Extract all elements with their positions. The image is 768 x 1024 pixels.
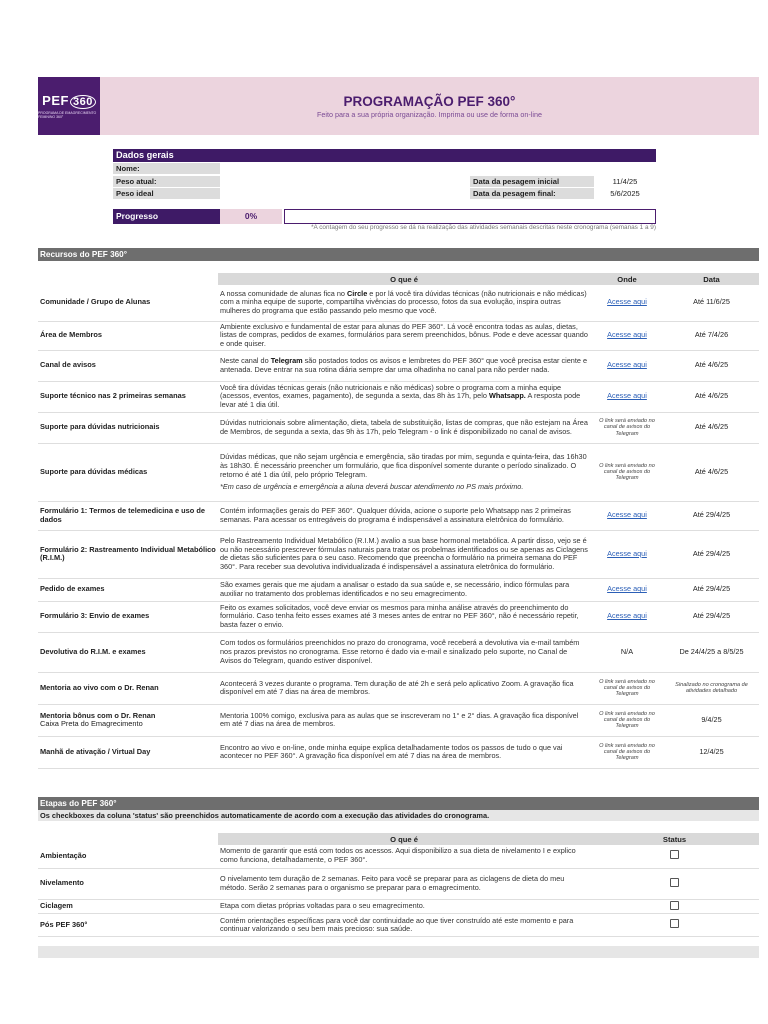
description-text: São exames gerais que me ajudam a analisar o estado da sua saúde e, se necessário, indico fórmulas para auxiliar no tratamento dos problemas identificados e no seu emagrecimento. <box>220 580 570 598</box>
recursos-header-row <box>38 273 759 285</box>
acesse-aqui-link[interactable]: Acesse aqui <box>607 391 647 401</box>
progress-percent: 0% <box>220 209 282 224</box>
resource-name-cell <box>38 412 218 443</box>
description-bold: Telegram <box>270 356 303 366</box>
nome-row <box>113 163 656 175</box>
resource-date: Até 29/4/25 <box>692 584 731 594</box>
resource-name: Manhã de ativação / Virtual Day <box>40 746 151 756</box>
peso-atual-row <box>113 176 656 188</box>
stage-description-cell <box>218 868 590 899</box>
resource-description-cell <box>218 381 590 412</box>
pesagem-final-label: Data da pesagem final: <box>470 188 594 199</box>
resource-name-cell <box>38 736 218 768</box>
recursos-col-oque: O que é <box>218 273 590 285</box>
description-text: Mentoria 100% comigo, exclusiva para as aulas que se inscreveram no 1° e 2° dias. A gravação fica disponível em até 7 dias na área de membros. <box>220 710 579 729</box>
stage-status-cell <box>590 914 759 937</box>
resource-description-cell <box>218 501 590 530</box>
table-row <box>38 285 759 321</box>
table-row <box>38 736 759 768</box>
description-text: Ambiente exclusivo e fundamental de estar para alunas do PEF 360°. Lá você encontra todas as aulas, dietas, listas de compras, pedidos de exames, formulários para serem preenchidos, bônus. Pode e deve acessar quando e onde quiser. <box>220 321 588 349</box>
stage-name: Pós PEF 360° <box>40 919 88 929</box>
resource-name: Devolutiva do R.I.M. e exames <box>40 646 146 656</box>
description-text: Encontro ao vivo e on-line, onde minha equipe explica detalhadamente todos os passos de tudo o que vai acontecer no PEF 360°. A gravação fica disponível em até 7 dias na área de membros. <box>220 742 563 761</box>
description-text: Acontecerá 3 vezes durante o programa. Tem duração de até 2h e será pelo aplicativo Zoom. A gravação fica disponível em até 7 dias na área de membros. <box>220 678 574 697</box>
resource-name: Mentoria bônus com o Dr. Renan <box>40 710 156 720</box>
resource-date: Sinalizado no cronograma de atividades detalhado <box>675 681 748 695</box>
status-checkbox[interactable] <box>670 919 679 928</box>
stage-description-cell <box>218 914 590 937</box>
resource-description-cell <box>218 412 590 443</box>
where-note: O link será enviado no canal de avisos do Telegram <box>599 742 655 762</box>
resource-date-cell <box>664 412 759 443</box>
table-row <box>38 501 759 530</box>
stage-name: Nivelamento <box>40 878 84 888</box>
resource-date: 12/4/25 <box>699 746 724 756</box>
stage-status-cell <box>590 868 759 899</box>
acesse-aqui-link[interactable]: Acesse aqui <box>607 360 647 370</box>
resource-date-cell <box>664 672 759 704</box>
stage-name-cell <box>38 845 218 868</box>
description-bold: Whatsapp. <box>488 391 526 401</box>
resource-description-cell <box>218 736 590 768</box>
resource-date: Até 29/4/25 <box>692 611 731 621</box>
table-row <box>38 845 759 868</box>
resource-description-cell <box>218 672 590 704</box>
acesse-aqui-link[interactable]: Acesse aqui <box>607 548 647 558</box>
resource-where-cell <box>590 601 664 632</box>
resource-name-cell <box>38 321 218 350</box>
etapas-header-blank <box>38 833 218 845</box>
description-text: Neste canal do <box>220 356 271 366</box>
resource-name-cell <box>38 704 218 736</box>
stage-description-cell <box>218 899 590 914</box>
resource-name: Suporte técnico nas 2 primeiras semanas <box>40 391 186 401</box>
resource-description-cell <box>218 350 590 381</box>
document-page <box>38 77 759 934</box>
resource-name-cell <box>38 285 218 321</box>
resource-where-cell <box>590 704 664 736</box>
description-bold: Circle <box>346 288 368 298</box>
table-row <box>38 578 759 601</box>
resource-where-cell <box>590 285 664 321</box>
resource-date: De 24/4/25 a 8/5/25 <box>679 646 744 656</box>
footer-bar <box>38 946 759 958</box>
resource-name: Área de Membros <box>40 330 103 340</box>
description-text: Feito os exames solicitados, você deve enviar os mesmos para minha análise através do preenchimento do formulário. Caso tenha feito esses exames até 3 meses antes de entrar no PEF 360°, não é necessário repetir, basta fazer o envio. <box>220 602 579 630</box>
table-row <box>38 321 759 350</box>
resource-where-cell <box>590 381 664 412</box>
resource-description-cell <box>218 601 590 632</box>
table-row <box>38 632 759 672</box>
progress-note: *A contagem do seu progresso se dá na realização das atividades semanais descritas neste cronograma (semanas 1 a 9) <box>311 224 656 231</box>
stage-name-cell <box>38 899 218 914</box>
resource-date: Até 29/4/25 <box>692 510 731 520</box>
resource-date: 9/4/25 <box>701 714 722 724</box>
stage-name: Ambientação <box>40 850 87 860</box>
acesse-aqui-link[interactable]: Acesse aqui <box>607 297 647 307</box>
resource-where-cell <box>590 321 664 350</box>
stage-description: Momento de garantir que está com todos os acessos. Aqui disponibilizo a sua dieta de nivelamento I e explico como funciona, detalhadamente, o PEF 360°. <box>220 846 576 865</box>
resource-name-cell <box>38 501 218 530</box>
resource-date: Até 11/6/25 <box>693 297 730 307</box>
etapas-col-oque: O que é <box>218 833 590 845</box>
etapas-col-status: Status <box>590 833 759 845</box>
where-text: N/A <box>620 646 634 656</box>
resource-description-cell <box>218 285 590 321</box>
peso-atual-label: Peso atual: <box>113 176 220 187</box>
description-text: A nossa comunidade de alunas fica no <box>220 288 347 298</box>
nome-field[interactable] <box>220 163 656 174</box>
resource-date-cell <box>664 601 759 632</box>
header <box>38 77 759 135</box>
description-text: são postados todos os avisos e lembretes do PEF 360° que você precisa estar ciente e antenada. Deve entrar na sua rotina diária sempre dar uma olhadinha no canal para não perder nada. <box>220 356 588 374</box>
description-text: Pelo Rastreamento Individual Metabólico (R.I.M.) avalio a sua base hormonal metabólica. A partir disso, vejo se é ou não necessário prescrever fórmulas naturais para tratar os probelmas identificados ou se apenas as Ciclagens de dietas são suficientes para o seu caso. Recomendo que preencha o formulário na primeira semana do PEF 360°. Para receber sua devolutiva individualizada é indispensável a assinatura eletrônica do formulário. <box>220 535 588 572</box>
table-row <box>38 443 759 501</box>
resource-name: Pedido de exames <box>40 584 105 594</box>
where-note: O link será enviado no canal de avisos do Telegram <box>599 462 655 482</box>
stage-name-cell <box>38 914 218 937</box>
progress-bar <box>284 209 656 224</box>
resource-date-cell <box>664 736 759 768</box>
recursos-table <box>38 273 759 769</box>
table-row <box>38 381 759 412</box>
dados-gerais-block <box>113 149 656 200</box>
resource-name: Comunidade / Grupo de Alunas <box>40 297 151 307</box>
pesagem-inicial-value: 11/4/25 <box>612 176 638 186</box>
recursos-header-blank <box>38 273 218 285</box>
etapas-header-row <box>38 833 759 845</box>
table-row <box>38 350 759 381</box>
table-row <box>38 914 759 937</box>
resource-date-cell <box>664 632 759 672</box>
resource-where-cell <box>590 412 664 443</box>
resource-date-cell <box>664 530 759 578</box>
acesse-aqui-link[interactable]: Acesse aqui <box>607 330 647 340</box>
resource-name: Suporte para dúvidas médicas <box>40 466 148 476</box>
resource-description-cell <box>218 530 590 578</box>
page-title: PROGRAMAÇÃO PEF 360° <box>343 94 516 109</box>
table-row <box>38 672 759 704</box>
pef-360-logo <box>38 77 100 135</box>
where-note: O link será enviado no canal de avisos do Telegram <box>599 678 655 698</box>
resource-date: Até 4/6/25 <box>694 360 729 370</box>
resource-description-cell <box>218 632 590 672</box>
stage-status-cell <box>590 899 759 914</box>
stage-description: O nivelamento tem duração de 2 semanas. Feito para você se preparar para as ciclagens de dieta do meu método. Serão 2 semanas para o organismo se preparar para o emagrecimento. <box>220 873 565 892</box>
resource-where-cell <box>590 530 664 578</box>
resource-date: Até 7/4/26 <box>694 330 729 340</box>
progress-label: Progresso <box>113 209 220 224</box>
stage-description-cell <box>218 845 590 868</box>
table-row <box>38 868 759 899</box>
resource-name-cell <box>38 672 218 704</box>
peso-ideal-row <box>113 188 656 200</box>
stage-name: Ciclagem <box>40 901 73 910</box>
resource-description-cell <box>218 443 590 501</box>
acesse-aqui-link[interactable]: Acesse aqui <box>607 584 647 594</box>
resource-description-cell <box>218 704 590 736</box>
where-note: O link será enviado no canal de avisos do Telegram <box>599 710 655 730</box>
logo-tagline: PROGRAMA DE EMAGRECIMENTO FEMININO 360° <box>38 111 97 119</box>
description-text: Com todos os formulários preenchidos no prazo do cronograma, você receberá a devolutiva via e-mail também nos prazos previstos no cronograma. Esse retorno é dado via e-mail e sinalizado pelo suporte, no Canal de Avisos do Telegram, quando estiver disponível. <box>220 638 580 665</box>
resource-date-cell <box>664 321 759 350</box>
resource-name-cell <box>38 443 218 501</box>
resource-name-cell <box>38 578 218 601</box>
pesagem-final-value: 5/6/2025 <box>610 189 640 198</box>
resource-date: Até 4/6/25 <box>694 466 729 476</box>
peso-ideal-label: Peso ideal <box>113 188 220 199</box>
resource-where-cell <box>590 672 664 704</box>
resource-subname: Caixa Preta do Emagrecimento <box>40 719 143 729</box>
description-text: e por lá você tira dúvidas técnicas (não nutricionais e não médicas) com a minha equipe de suporte, compartilha vivências do processo, fotos da sua evolução, inspira outras mulheres do programa que estão passando pelo mesmo que você. <box>220 288 587 316</box>
description-text: A resposta pode levar até 1 dia útil. <box>220 391 581 410</box>
resource-name-cell <box>38 632 218 672</box>
status-checkbox[interactable] <box>670 878 679 887</box>
description-note: *Em caso de urgência e emergência a aluna deverá buscar atendimento no PS mais próximo. <box>220 481 524 491</box>
resource-name-cell <box>38 601 218 632</box>
resource-date-cell <box>664 704 759 736</box>
status-checkbox[interactable] <box>670 850 679 859</box>
resource-name: Formulário 1: Termos de telemedicina e uso de dados <box>40 506 205 524</box>
table-row <box>38 530 759 578</box>
peso-atual-field[interactable] <box>220 176 468 187</box>
description-text: Você tira dúvidas técnicas gerais (não nutricionais e não médicas) sobre o programa com a minha equipe (acessos, eventos, exames, pagamento), de segunda a sexta, das 8h às 17h, pelo <box>220 382 562 401</box>
resource-where-cell <box>590 350 664 381</box>
recursos-col-onde: Onde <box>590 273 664 285</box>
resource-where-cell <box>590 736 664 768</box>
resource-name-cell <box>38 530 218 578</box>
resource-name-cell <box>38 381 218 412</box>
logo-mark: PEF 360 <box>42 93 96 109</box>
peso-ideal-field[interactable] <box>220 188 468 199</box>
where-note: O link será enviado no canal de avisos do Telegram <box>599 418 655 437</box>
description-text: Contém informações gerais do PEF 360°. Qualquer dúvida, acione o suporte pelo Whatsapp nas 2 primeiras semanas. Para acessar os entregáveis do programa é indispensável a assinatura eletrônica do formulário. <box>220 506 571 524</box>
progress-block <box>113 209 656 224</box>
resource-name: Canal de avisos <box>40 360 96 370</box>
resource-date-cell <box>664 350 759 381</box>
table-row <box>38 412 759 443</box>
stage-status-cell <box>590 845 759 868</box>
acesse-aqui-link[interactable]: Acesse aqui <box>607 510 647 520</box>
nome-label: Nome: <box>113 163 220 174</box>
resource-where-cell <box>590 501 664 530</box>
resource-date: Até 29/4/25 <box>692 548 731 558</box>
pesagem-inicial-label: Data da pesagem inicial <box>470 176 594 187</box>
resource-description-cell <box>218 578 590 601</box>
stage-description: Contém orientações específicas para você dar continuidade ao que tiver construído até este momento e para continuar valorizando o seu bem mais precioso: sua saúde. <box>220 915 574 934</box>
etapas-section-heading: Etapas do PEF 360° <box>38 797 759 810</box>
table-row <box>38 899 759 914</box>
recursos-col-data: Data <box>664 273 759 285</box>
recursos-section-heading: Recursos do PEF 360° <box>38 248 759 261</box>
stage-name-cell <box>38 868 218 899</box>
resource-where-cell <box>590 632 664 672</box>
resource-where-cell <box>590 578 664 601</box>
resource-date-cell <box>664 501 759 530</box>
etapas-table <box>38 833 759 937</box>
table-row <box>38 704 759 736</box>
dados-gerais-heading: Dados gerais <box>113 149 656 162</box>
resource-name: Formulário 3: Envio de exames <box>40 611 150 621</box>
page-subtitle: Feito para a sua própria organização. Imprima ou use de forma on-line <box>317 110 542 119</box>
acesse-aqui-link[interactable]: Acesse aqui <box>607 611 647 621</box>
resource-date-cell <box>664 443 759 501</box>
resource-date-cell <box>664 285 759 321</box>
etapas-subheading: Os checkboxes da coluna 'status' são preenchidos automaticamente de acordo com a execução das atividades do cronograma. <box>38 810 759 821</box>
stage-description: Etapa com dietas próprias voltadas para o seu emagrecimento. <box>220 901 425 910</box>
resource-name: Suporte para dúvidas nutricionais <box>40 422 160 432</box>
resource-date-cell <box>664 381 759 412</box>
resource-description-cell <box>218 321 590 350</box>
resource-name: Formulário 2: Rastreamento Individual Metabólico (R.I.M.) <box>40 544 216 563</box>
resource-name: Mentoria ao vivo com o Dr. Renan <box>40 682 159 692</box>
resource-date: Até 4/6/25 <box>694 391 729 401</box>
description-text: Dúvidas médicas, que não sejam urgência e emergência, são tiradas por mim, segunda e quinta-feira, das 16h30 às 18h30. É necessário preencher um formulário, que fica disponível somente durante o período sinalizado. O retorno é até 1 dia útil, pelo próprio Telegram. <box>220 452 587 479</box>
status-checkbox[interactable] <box>670 901 679 910</box>
table-row <box>38 601 759 632</box>
resource-date: Até 4/6/25 <box>694 422 729 432</box>
resource-date-cell <box>664 578 759 601</box>
description-text: Dúvidas nutricionais sobre alimentação, dieta, tabela de substituição, listas de compras, que não estejam na Área de Membros, de segunda a sexta, das 9h às 17h, pelo Telegram - o link é disponibilizado no canal de avisos. <box>220 418 588 436</box>
resource-where-cell <box>590 443 664 501</box>
resource-name-cell <box>38 350 218 381</box>
